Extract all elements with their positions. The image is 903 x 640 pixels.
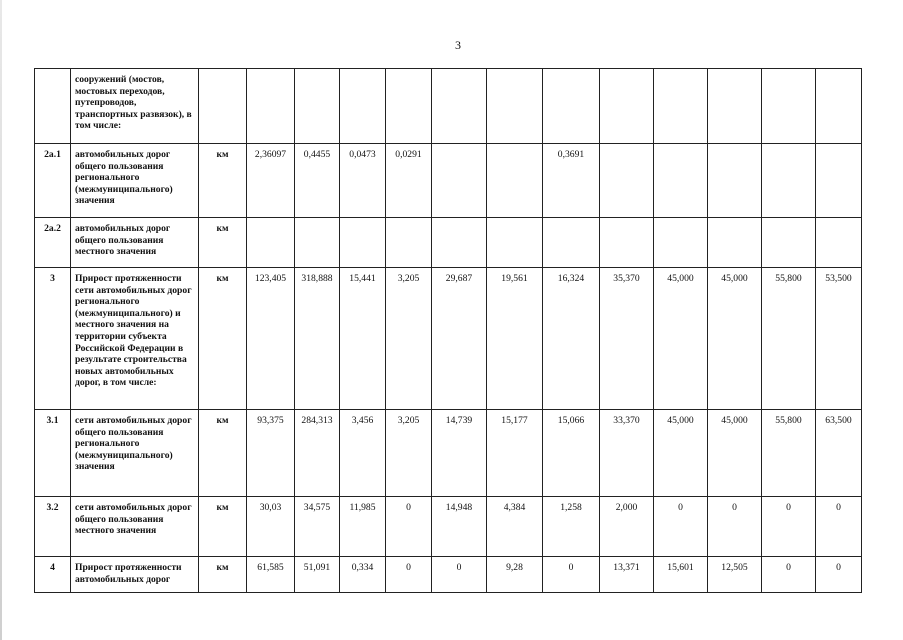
value-cell: 45,000 <box>654 410 708 497</box>
value-cell <box>432 144 487 218</box>
value-cell: 29,687 <box>432 268 487 410</box>
value-cell: 0,0473 <box>340 144 386 218</box>
value-cell <box>543 69 600 144</box>
value-cell: 2,000 <box>600 497 654 557</box>
value-cell <box>340 218 386 268</box>
table-row <box>35 557 862 593</box>
indicator-name: сооружений (мостов, мостовых переходов, путепроводов, транспортных развязок), в том числе: <box>71 69 199 144</box>
value-cell: 0 <box>386 497 432 557</box>
indicators-table <box>34 68 862 593</box>
value-cell <box>247 218 295 268</box>
value-cell: 53,500 <box>816 268 862 410</box>
value-cell <box>600 144 654 218</box>
value-cell: 35,370 <box>600 268 654 410</box>
value-cell: 14,739 <box>432 410 487 497</box>
value-cell: 55,800 <box>762 410 816 497</box>
table-row <box>35 144 862 218</box>
value-cell <box>487 69 543 144</box>
value-cell <box>432 218 487 268</box>
value-cell: 3,456 <box>340 410 386 497</box>
value-cell: 63,500 <box>816 410 862 497</box>
value-cell: 14,948 <box>432 497 487 557</box>
value-cell: 11,985 <box>340 497 386 557</box>
indicator-name: Прирост протяженности автомобильных дорог <box>71 557 199 593</box>
value-cell: 19,561 <box>487 268 543 410</box>
table-row <box>35 497 862 557</box>
value-cell <box>654 69 708 144</box>
value-cell: 0 <box>386 557 432 593</box>
value-cell <box>762 218 816 268</box>
value-cell: 0 <box>432 557 487 593</box>
page-number: 3 <box>455 38 461 52</box>
value-cell: 45,000 <box>708 268 762 410</box>
value-cell: 1,258 <box>543 497 600 557</box>
value-cell: 0,334 <box>340 557 386 593</box>
row-number: 2а.1 <box>35 144 71 218</box>
value-cell: 0 <box>543 557 600 593</box>
value-cell <box>432 69 487 144</box>
value-cell <box>708 218 762 268</box>
value-cell <box>295 69 340 144</box>
unit-cell <box>199 69 247 144</box>
value-cell: 15,177 <box>487 410 543 497</box>
value-cell <box>762 144 816 218</box>
value-cell <box>340 69 386 144</box>
value-cell <box>762 69 816 144</box>
indicator-name: сети автомобильных дорог общего пользования регионального (межмуниципального) значения <box>71 410 199 497</box>
value-cell: 0,0291 <box>386 144 432 218</box>
value-cell: 3,205 <box>386 268 432 410</box>
value-cell: 318,888 <box>295 268 340 410</box>
row-number: 3 <box>35 268 71 410</box>
value-cell: 13,371 <box>600 557 654 593</box>
value-cell: 123,405 <box>247 268 295 410</box>
value-cell: 0 <box>762 557 816 593</box>
value-cell: 33,370 <box>600 410 654 497</box>
value-cell: 0,4455 <box>295 144 340 218</box>
scan-edge <box>0 0 2 640</box>
table-row <box>35 268 862 410</box>
value-cell <box>654 144 708 218</box>
value-cell: 61,585 <box>247 557 295 593</box>
value-cell <box>708 69 762 144</box>
value-cell: 284,313 <box>295 410 340 497</box>
value-cell: 15,601 <box>654 557 708 593</box>
value-cell: 45,000 <box>708 410 762 497</box>
value-cell: 15,441 <box>340 268 386 410</box>
indicator-name: автомобильных дорог общего пользования регионального (межмуниципального) значения <box>71 144 199 218</box>
value-cell <box>386 218 432 268</box>
value-cell: 0 <box>654 497 708 557</box>
unit-cell: км <box>199 268 247 410</box>
value-cell: 0 <box>816 557 862 593</box>
value-cell <box>816 218 862 268</box>
value-cell <box>386 69 432 144</box>
value-cell <box>600 69 654 144</box>
value-cell: 3,205 <box>386 410 432 497</box>
value-cell <box>247 69 295 144</box>
value-cell <box>654 218 708 268</box>
value-cell <box>600 218 654 268</box>
value-cell <box>295 218 340 268</box>
row-number: 2а.2 <box>35 218 71 268</box>
unit-cell: км <box>199 557 247 593</box>
row-number: 4 <box>35 557 71 593</box>
value-cell: 45,000 <box>654 268 708 410</box>
value-cell: 93,375 <box>247 410 295 497</box>
value-cell: 0 <box>708 497 762 557</box>
unit-cell: км <box>199 144 247 218</box>
row-number <box>35 69 71 144</box>
value-cell: 9,28 <box>487 557 543 593</box>
value-cell: 51,091 <box>295 557 340 593</box>
row-number: 3.1 <box>35 410 71 497</box>
indicator-name: сети автомобильных дорог общего пользования местного значения <box>71 497 199 557</box>
table-row <box>35 410 862 497</box>
table-row <box>35 218 862 268</box>
value-cell <box>543 218 600 268</box>
value-cell: 2,36097 <box>247 144 295 218</box>
unit-cell: км <box>199 497 247 557</box>
value-cell: 55,800 <box>762 268 816 410</box>
value-cell <box>816 69 862 144</box>
value-cell: 12,505 <box>708 557 762 593</box>
value-cell <box>708 144 762 218</box>
table-row <box>35 69 862 144</box>
value-cell: 16,324 <box>543 268 600 410</box>
value-cell: 0 <box>762 497 816 557</box>
unit-cell: км <box>199 410 247 497</box>
indicator-name: Прирост протяженности сети автомобильных дорог регионального (межмуниципального) и местного значения на территории субъекта Российской Федерации в результате строительства новых автомобильных дорог, в том числе: <box>71 268 199 410</box>
value-cell: 30,03 <box>247 497 295 557</box>
value-cell <box>816 144 862 218</box>
value-cell: 34,575 <box>295 497 340 557</box>
unit-cell: км <box>199 218 247 268</box>
value-cell: 15,066 <box>543 410 600 497</box>
indicator-name: автомобильных дорог общего пользования местного значения <box>71 218 199 268</box>
row-number: 3.2 <box>35 497 71 557</box>
value-cell: 4,384 <box>487 497 543 557</box>
value-cell: 0 <box>816 497 862 557</box>
value-cell: 0,3691 <box>543 144 600 218</box>
value-cell <box>487 144 543 218</box>
value-cell <box>487 218 543 268</box>
